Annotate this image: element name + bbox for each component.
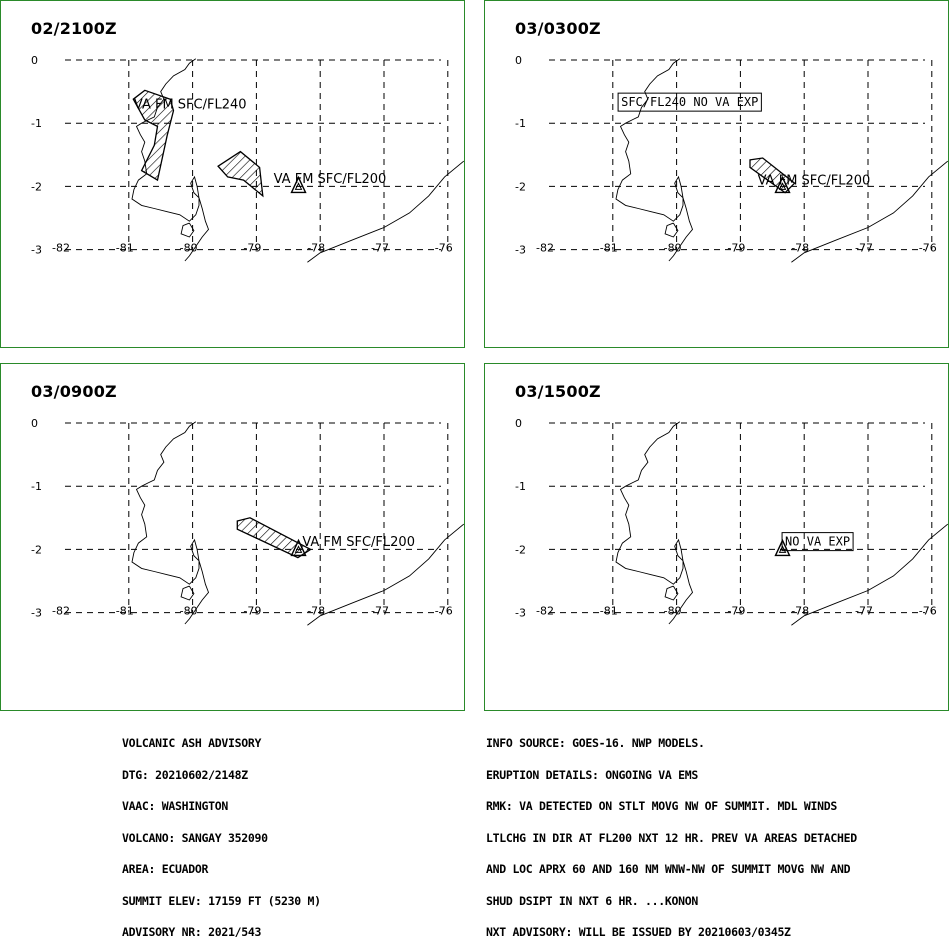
lon-tick-label: -76 xyxy=(918,604,937,618)
advisory-line: LTLCHG IN DIR AT FL200 NXT 12 HR. PREV VA AREAS DETACHED xyxy=(486,830,857,845)
lon-tick-label: -76 xyxy=(434,241,453,255)
advisory-line: AND LOC APRX 60 AND 160 NM WNW-NW OF SUMMIT MOVG NW AND xyxy=(486,862,851,876)
lon-tick-label: -78 xyxy=(791,604,810,618)
lon-tick-label: -76 xyxy=(918,241,937,255)
lat-tick-label: -2 xyxy=(515,543,526,557)
lon-tick-label: -81 xyxy=(115,604,134,618)
lon-tick-label: -82 xyxy=(536,241,554,255)
lat-tick-label: -2 xyxy=(31,180,42,194)
lon-tick-label: -81 xyxy=(599,241,618,255)
va-map-1 xyxy=(1,1,465,348)
lat-tick-label: 0 xyxy=(515,54,522,67)
lat-tick-label: -1 xyxy=(515,480,526,494)
lon-tick-label: -79 xyxy=(243,604,262,618)
ash-area-label: NO VA EXP xyxy=(785,534,851,549)
lat-tick-label: -2 xyxy=(31,543,42,557)
lon-tick-label: -76 xyxy=(434,604,453,618)
va-map-4 xyxy=(485,364,949,711)
ash-area-label: VA FM SFC/FL200 xyxy=(302,535,415,551)
forecast-panel-4 xyxy=(484,363,949,711)
lat-tick-label: 0 xyxy=(31,417,38,430)
va-map-2 xyxy=(485,1,949,348)
gulf-shoreline xyxy=(191,540,199,561)
lat-tick-label: -1 xyxy=(31,117,42,131)
lon-tick-label: -79 xyxy=(727,604,746,618)
island-outline xyxy=(665,223,678,237)
ash-cloud-area xyxy=(237,518,310,558)
advisory-line: VOLCANO: SANGAY 352090 xyxy=(122,830,268,845)
panel-time-label: 03/0900Z xyxy=(31,382,117,401)
lon-tick-label: -80 xyxy=(179,241,198,255)
ash-area-label: VA FM SFC/FL200 xyxy=(273,172,387,188)
lon-tick-label: -77 xyxy=(855,241,873,255)
forecast-panel-1 xyxy=(0,0,465,348)
lon-tick-label: -79 xyxy=(243,241,262,255)
lon-tick-label: -82 xyxy=(52,241,70,255)
advisory-line: VAAC: WASHINGTON xyxy=(122,799,228,813)
lon-tick-label: -77 xyxy=(371,241,389,255)
coastline xyxy=(132,422,209,624)
lon-tick-label: -80 xyxy=(663,604,682,618)
lat-tick-label: -3 xyxy=(515,243,526,257)
lon-tick-label: -82 xyxy=(536,604,554,618)
forecast-panel-2 xyxy=(484,0,949,348)
ash-area-label: SFC/FL240 NO VA EXP xyxy=(621,95,759,110)
forecast-panel-3 xyxy=(0,363,465,711)
lon-tick-label: -81 xyxy=(115,241,134,255)
lat-tick-label: -2 xyxy=(515,180,526,194)
advisory-header-left xyxy=(122,717,321,948)
lon-tick-label: -80 xyxy=(663,241,682,255)
lon-tick-label: -80 xyxy=(179,604,198,618)
coastline xyxy=(616,422,693,624)
va-map-3 xyxy=(1,364,465,711)
advisory-line: INFO SOURCE: GOES-16. NWP MODELS. xyxy=(486,736,705,750)
lon-tick-label: -77 xyxy=(371,604,389,618)
lon-tick-label: -77 xyxy=(855,604,873,618)
advisory-line: RMK: VA DETECTED ON STLT MOVG NW OF SUMMIT. MDL WINDS xyxy=(486,799,838,813)
gulf-shoreline xyxy=(675,540,683,561)
panel-time-label: 03/1500Z xyxy=(515,382,601,401)
advisory-remarks-right xyxy=(486,717,857,948)
advisory-line: SHUD DSIPT IN NXT 6 HR. ...KONON xyxy=(486,893,698,908)
gulf-shoreline xyxy=(191,177,199,198)
lat-tick-label: -1 xyxy=(515,117,526,131)
ash-area-label: VA FM SFC/FL240 xyxy=(133,97,247,113)
island-outline xyxy=(181,223,194,237)
island-outline xyxy=(181,586,194,600)
lon-tick-label: -78 xyxy=(791,241,810,255)
advisory-line: VOLCANIC ASH ADVISORY xyxy=(122,736,262,750)
panel-time-label: 02/2100Z xyxy=(31,19,117,38)
lat-tick-label: -3 xyxy=(31,243,42,257)
lon-tick-label: -78 xyxy=(307,241,326,255)
advisory-line: NXT ADVISORY: WILL BE ISSUED BY 20210603/0345Z xyxy=(486,925,791,939)
lat-tick-label: -3 xyxy=(31,606,42,620)
coastline xyxy=(132,59,209,261)
ash-cloud-area xyxy=(218,152,263,196)
ash-area-label: VA FM SFC/FL200 xyxy=(757,173,871,189)
advisory-line: ADVISORY NR: 2021/543 xyxy=(122,925,262,939)
advisory-line: AREA: ECUADOR xyxy=(122,862,209,876)
panel-time-label: 03/0300Z xyxy=(515,19,601,38)
lon-tick-label: -82 xyxy=(52,604,70,618)
lat-tick-label: -3 xyxy=(515,606,526,620)
advisory-line: SUMMIT ELEV: 17159 FT (5230 M) xyxy=(122,893,321,908)
gulf-shoreline xyxy=(675,177,683,198)
lat-tick-label: 0 xyxy=(515,417,522,430)
lat-tick-label: -1 xyxy=(31,480,42,494)
coastline xyxy=(616,59,693,261)
lon-tick-label: -78 xyxy=(307,604,326,618)
lon-tick-label: -79 xyxy=(727,241,746,255)
advisory-line: ERUPTION DETAILS: ONGOING VA EMS xyxy=(486,767,698,782)
advisory-line: DTG: 20210602/2148Z xyxy=(122,767,248,782)
island-outline xyxy=(665,586,678,600)
lon-tick-label: -81 xyxy=(599,604,618,618)
lat-tick-label: 0 xyxy=(31,54,38,67)
